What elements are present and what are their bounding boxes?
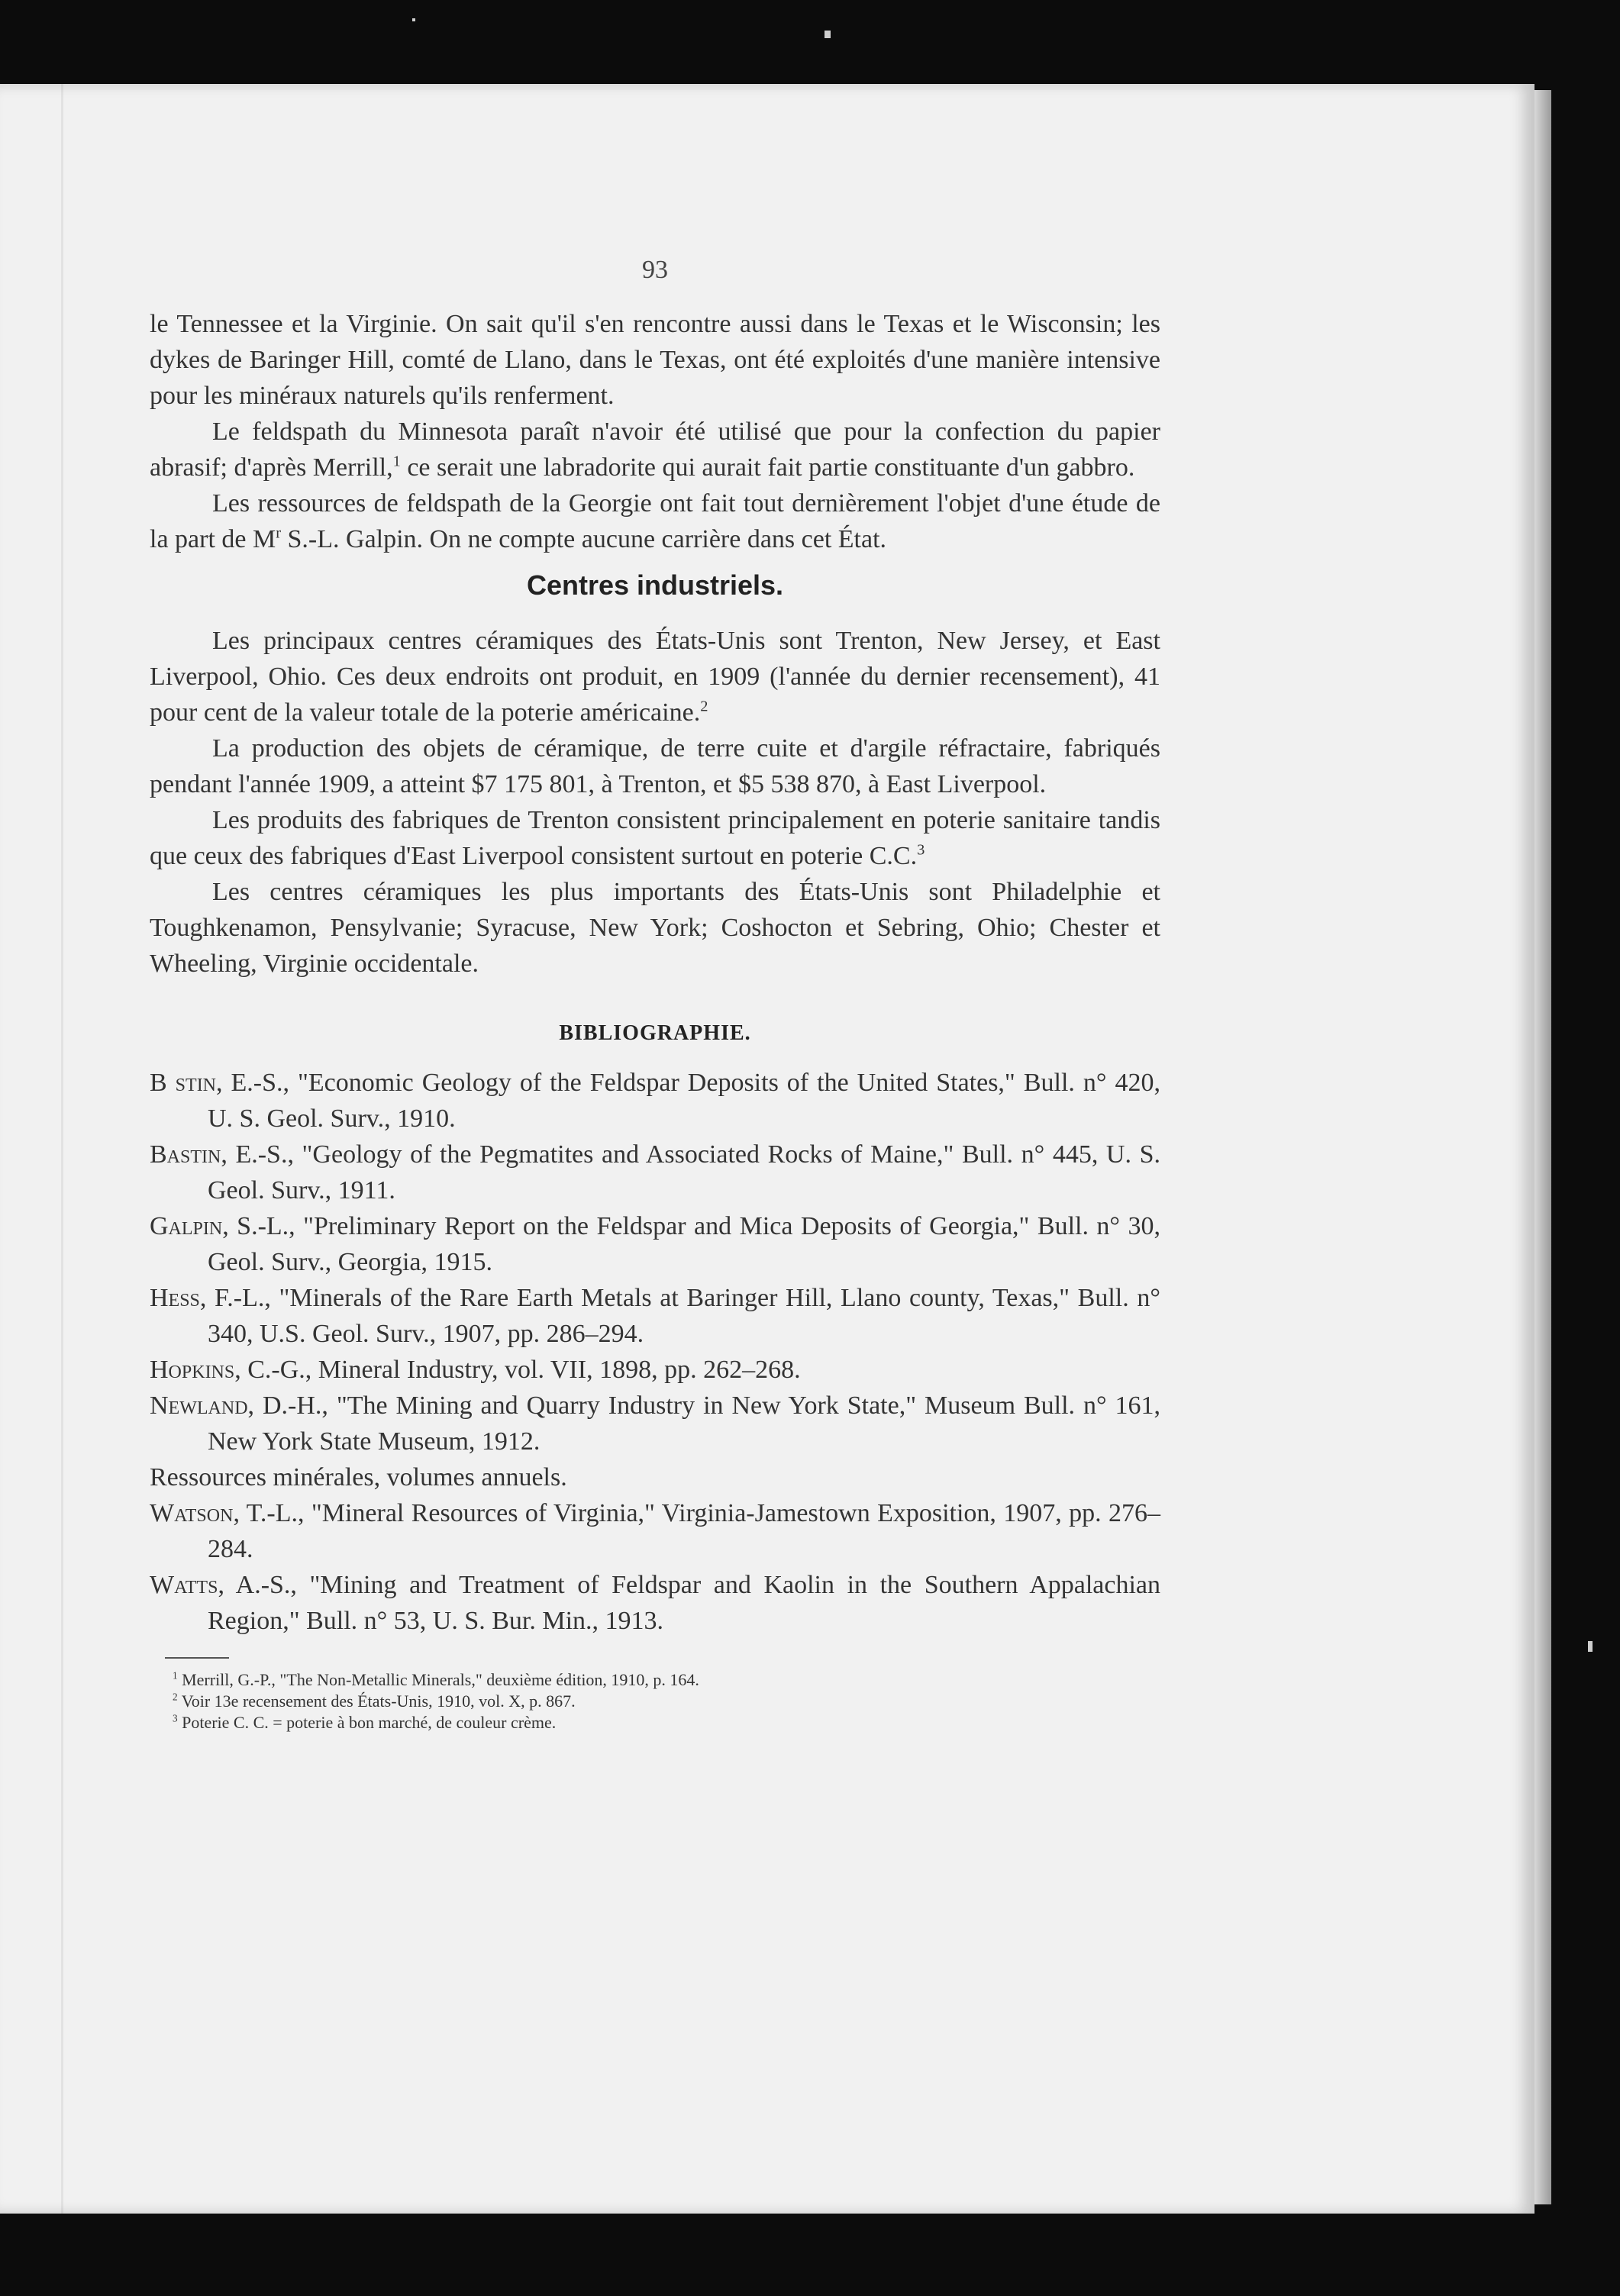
bibliography-entry <box>150 1567 1160 1639</box>
dust-speck <box>1588 1641 1593 1652</box>
paragraph <box>150 485 1160 557</box>
top-paragraphs <box>150 306 1160 557</box>
bib-citation: , D.-H., "The Mining and Quarry Industry in New York State," Museum Bull. n° 161, New York State Museum, 1912. <box>208 1391 1160 1456</box>
footnote-ref: 1 <box>392 453 401 470</box>
bib-citation: , E.-S., "Geology of the Pegmatites and Associated Rocks of Maine," Bull. n° 445, U. S. Geol. Surv., 1911. <box>208 1140 1160 1204</box>
paragraph-text: Le feldspath du Minnesota paraît n'avoir été utilisé que pour la confection du papier abrasif; d'après Merrill, <box>150 418 1160 482</box>
bib-citation: , S.-L., "Preliminary Report on the Feldspar and Mica Deposits of Georgia," Bull. n° 30, Geol. Surv., Georgia, 1915. <box>208 1212 1160 1276</box>
paragraph-text: Les ressources de feldspath de la Georgie ont fait tout dernièrement l'objet d'une étude de la part de M <box>150 489 1160 553</box>
footnote <box>150 1669 1160 1691</box>
paragraph-text: La production des objets de céramique, de terre cuite et d'argile réfractaire, fabriqués pendant l'année 1909, a atteint $7 175 801, à Trenton, et $5 538 870, à East Liverpool. <box>150 734 1160 798</box>
paragraph <box>150 306 1160 414</box>
paragraph <box>150 730 1160 802</box>
bib-citation: , T.-L., "Mineral Resources of Virginia," Virginia-Jamestown Exposition, 1907, pp. 276–284. <box>208 1499 1160 1563</box>
paragraph <box>150 414 1160 485</box>
dust-speck <box>825 31 831 38</box>
paragraph-text: S.-L. Galpin. On ne compte aucune carrière dans cet État. <box>281 525 887 553</box>
page-fold <box>61 84 63 2214</box>
footnotes <box>150 1669 1160 1733</box>
paragraph-text: Les produits des fabriques de Trenton consistent principalement en poterie sanitaire tandis que ceux des fabriques d'East Liverpool consistent surtout en poterie C.C. <box>150 806 1160 870</box>
dust-speck <box>412 18 415 21</box>
footnote-number: 2 <box>173 1691 178 1703</box>
bibliography-entry <box>150 1352 1160 1388</box>
footnote-text: Voir 13e recensement des États-Unis, 1910, vol. X, p. 867. <box>177 1691 576 1711</box>
page-edge <box>1534 90 1551 2204</box>
paragraph-text: ce serait une labradorite qui aurait fait partie constituante d'un gabbro. <box>400 453 1135 482</box>
bib-author: Hopkins <box>150 1356 235 1384</box>
bibliography-entry <box>150 1388 1160 1459</box>
footnote-ref: 3 <box>917 841 925 859</box>
paragraph <box>150 623 1160 730</box>
bib-author: Watson <box>150 1499 234 1527</box>
footnote-number: 3 <box>173 1712 178 1724</box>
bibliography-entry <box>150 1280 1160 1352</box>
bib-citation: , F.-L., "Minerals of the Rare Earth Metals at Baringer Hill, Llano county, Texas," Bull. n° 340, U.S. Geol. Surv., 1907, pp. 286–294. <box>199 1284 1160 1348</box>
footnote-divider <box>165 1657 229 1659</box>
bib-author: Newland <box>150 1391 248 1420</box>
bib-citation: , A.-S., "Mining and Treatment of Feldspar and Kaolin in the Southern Appalachian Region," Bull. n° 53, U. S. Bur. Min., 1913. <box>208 1571 1160 1635</box>
bib-citation: , C.-G., Mineral Industry, vol. VII, 1898, pp. 262–268. <box>234 1356 801 1384</box>
footnote <box>150 1712 1160 1733</box>
bib-citation: , E.-S., "Economic Geology of the Feldspar Deposits of the United States," Bull. n° 420, U. S. Geol. Surv., 1910. <box>208 1069 1160 1133</box>
bibliography-entry <box>150 1208 1160 1280</box>
bib-author: Hess <box>150 1284 200 1312</box>
footnote-number: 1 <box>173 1669 178 1682</box>
bibliography-heading: BIBLIOGRAPHIE. <box>559 1021 751 1045</box>
footnote <box>150 1691 1160 1712</box>
paragraph-text: Les principaux centres céramiques des États-Unis sont Trenton, New Jersey, et East Liverpool, Ohio. Ces deux endroits ont produit, en 1909 (l'année du dernier recensement), 41 pour cent de la valeur totale de la poterie américaine. <box>150 627 1160 727</box>
page-content <box>150 252 1160 1733</box>
paragraph <box>150 874 1160 982</box>
footnote-ref: 2 <box>700 698 708 715</box>
bib-author: Bastin <box>150 1140 221 1169</box>
paragraph <box>150 802 1160 874</box>
bibliography-entry <box>150 1065 1160 1137</box>
section-heading: Centres industriels. <box>526 569 784 601</box>
bibliography-entry <box>150 1495 1160 1567</box>
bibliography-entry <box>150 1459 1160 1495</box>
bib-author: Galpin <box>150 1212 223 1240</box>
section-paragraphs <box>150 623 1160 982</box>
bib-citation: Ressources minérales, volumes annuels. <box>150 1463 567 1491</box>
footnote-text: Poterie C. C. = poterie à bon marché, de couleur crème. <box>177 1713 557 1732</box>
page-number: 93 <box>642 256 668 284</box>
bibliography-entry <box>150 1137 1160 1208</box>
superscript: r <box>276 524 282 542</box>
paragraph-text: le Tennessee et la Virginie. On sait qu'il s'en rencontre aussi dans le Texas et le Wisconsin; les dykes de Baringer Hill, comté de Llano, dans le Texas, ont été exploités d'une manière intensive pour les minéraux naturels qu'ils renferment. <box>150 310 1160 410</box>
bib-author: B stin <box>150 1069 217 1097</box>
bibliography-list <box>150 1065 1160 1639</box>
paragraph-text: Les centres céramiques les plus importants des États-Unis sont Philadelphie et Toughkenamon, Pensylvanie; Syracuse, New York; Coshocton et Sebring, Ohio; Chester et Wheeling, Virginie occidentale. <box>150 878 1160 978</box>
bib-author: Watts <box>150 1571 218 1599</box>
footnote-text: Merrill, G.-P., "The Non-Metallic Minerals," deuxième édition, 1910, p. 164. <box>177 1670 699 1689</box>
